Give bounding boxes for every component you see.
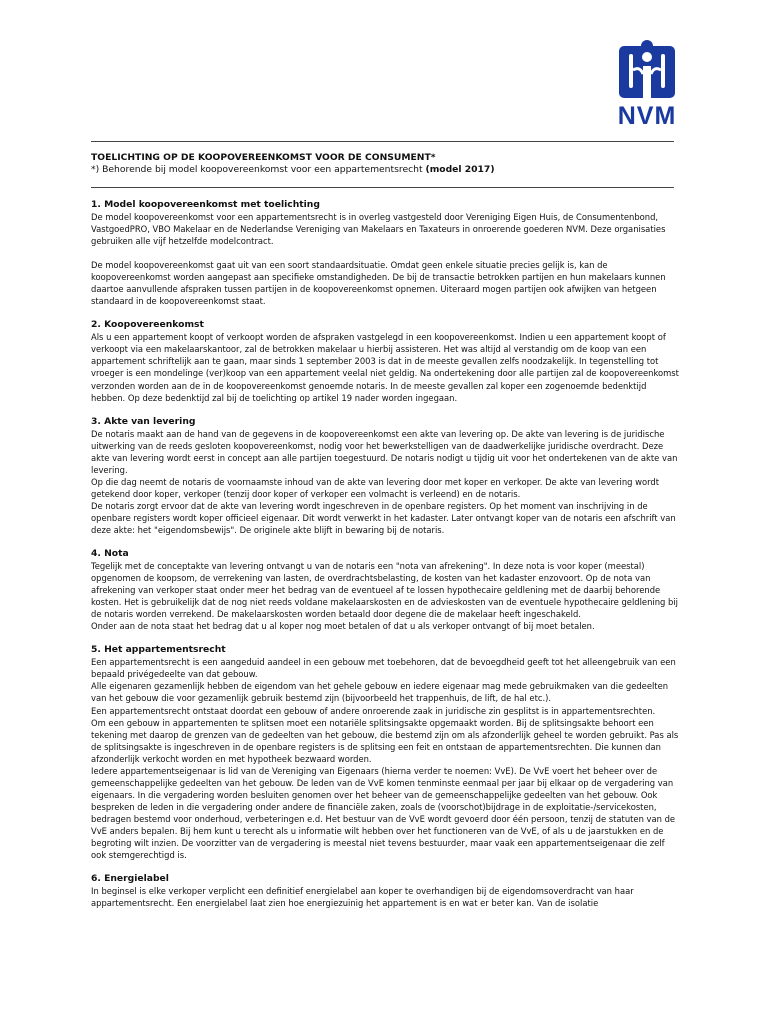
section-heading: 3. Akte van levering [91,415,196,427]
document-subtitle [91,164,681,176]
nvm-logo [607,40,687,130]
section-akte-van-levering [91,416,681,536]
section-heading: 1. Model koopovereenkomst met toelichting [91,199,320,210]
nvm-emblem-icon [607,40,687,102]
paragraph: Tegelijk met de conceptakte van levering ontvangt u van de notaris een "nota van afrekening". In deze nota is voor koper (meestal) opgenomen de koopsom, de verrekening van lasten, de overdrachtsbelasting, de kosten van het kadaster enzovoort. Op de nota van afrekening van verkoper staat onder meer het bedrag van de eventueel af te lossen hypothecaire geldlening met de daarbij behorende kosten. Het is gebruikelijk dat de nog niet reeds voldane makelaarskosten en de advieskosten van de eventuele hypothecaire geldlening bij de notaris worden verrekend. De makelaarskosten worden betaald door degene die de makelaar heeft ingeschakeld. [91,561,678,620]
paragraph: De notaris maakt aan de hand van de gegevens in de koopovereenkomst een akte van levering op. De akte van levering is de juridische uitwerking van de reeds gesloten koopovereenkomst, nodig voor het bewerkstelligen van de daadwerkelijke juridische overdracht. Deze akte van levering wordt eerst in concept aan alle partijen toegestuurd. De notaris nodigt u tijdig uit voor het ondertekenen van de akte van levering. [91,428,678,475]
subtitle-text: *) Behorende bij model koopovereenkomst voor een appartementsrecht [91,164,426,175]
paragraph: De notaris zorgt ervoor dat de akte van levering wordt ingeschreven in de openbare registers. Op het moment van inschrijving in de openbare registers wordt koper officieel eigenaar. Dit wordt verwerkt in het kadaster. Later ontvangt koper van de notaris een afschrift van deze akte: het "eigendomsbewijs". De originele akte blijft in bewaring bij de notaris. [91,500,676,535]
subtitle-model: (model 2017) [425,164,495,175]
paragraph: Onder aan de nota staat het bedrag dat u al koper nog moet betalen of dat u als verkoper ontvangt of bij moet betalen. [91,621,595,632]
paragraph: De model koopovereenkomst voor een appartementsrecht is in overleg vastgesteld door Vereniging Eigen Huis, de Consumentenbond, VastgoedPRO, VBO Makelaar en de Nederlandse Vereniging van Makelaars en Taxateurs in onroerende goederen NVM. Deze organisaties gebruiken alle vijf hetzelfde modelcontract. [91,212,666,247]
paragraph: Alle eigenaren gezamenlijk hebben de eigendom van het gehele gebouw en iedere eigenaar mag mede gebruikmaken van die gedeelten van het gebouw die voor gezamenlijk gebruik bestemd zijn (bijvoorbeeld het trappenhuis, de lift, de hal etc.). [91,681,669,704]
paragraph: Iedere appartementseigenaar is lid van de Vereniging van Eigenaars (hierna verder te noemen: VvE). De VvE voert het beheer over de gemeenschappelijke gedeelten van het gebouw. De leden van de VvE komen tenminste eenmaal per jaar bij elkaar op de vergadering van eigenaars. In die vergadering worden besluiten genomen over het beheer van de gemeenschappelijke gedeelten van het gebouw. Ook bespreken de leden in die vergadering onder andere de financiële zaken, zoals de (voorschot)bijdrage in de exploitatie-/servicekosten, bedragen bestemd voor onderhoud, verbeteringen e.d. Het bestuur van de VvE wordt gevoerd door één persoon, tenzij de statuten van de VvE anders bepalen. Bij hem kunt u terecht als u informatie wilt hebben over het functioneren van de VvE, of als u de jaarstukken en de begroting wilt inzien. De voorzitter van de vergadering is meestal niet tevens bestuurder, maar vaak een appartementseigenaar die zelf ook stemgerechtigd is. [91,765,676,861]
paragraph: Om een gebouw in appartementen te splitsen moet een notariële splitsingsakte opgemaakt worden. Bij de splitsingsakte behoort een tekening met daarop de grenzen van de gedeelten van het gebouw, die bestemd zijn om als afzonderlijk geheel te worden gebruikt. Pas als de splitsingsakte is ingeschreven in de openbare registers is de splitsing een feit en ontstaan de appartementsrechten. Die kunnen dan afzonderlijk verkocht worden en met hypotheek bezwaard worden. [91,717,679,764]
document-body [91,152,681,909]
document-title: TOELICHTING OP DE KOOPOVEREENKOMST VOOR DE CONSUMENT* [91,152,436,163]
paragraph: De model koopovereenkomst gaat uit van een soort standaardsituatie. Omdat geen enkele situatie precies gelijk is, kan de koopovereenkomst worden aangepast aan specifieke omstandigheden. De bij de transactie betrokken partijen en hun makelaars kunnen daartoe aanvullende afspraken tussen partijen in de koopovereenkomst opnemen. Uiteraard mogen partijen ook afwijken van hetgeen standaard in de koopovereenkomst staat. [91,260,666,307]
section-nota [91,548,681,632]
section-energielabel [91,873,681,909]
section-koopovereenkomst [91,319,681,403]
paragraph: In beginsel is elke verkoper verplicht een definitief energielabel aan koper te overhandigen bij de eigendomsoverdracht van haar appartementsrecht. Een energielabel laat zien hoe energiezuinig het appartement is en wat er beter kan. Van de isolatie [91,886,634,909]
paragraph: Als u een appartement koopt of verkoopt worden de afspraken vastgelegd in een koopovereenkomst. Indien u een appartement koopt of verkoopt via een makelaarskantoor, zal de betrokken makelaar u hierbij assisteren. Het was altijd al verstandig om de koop van een appartement schriftelijk aan te gaan, maar sinds 1 september 2003 is dat in de meeste gevallen zelfs noodzakelijk. In tegenstelling tot vroeger is een mondelinge (ver)koop van een appartement veelal niet geldig. Na ondertekening door alle partijen zal de koopovereenkomst verzonden worden aan de in de koopovereenkomst genoemde notaris. In de meeste gevallen zal koper een zogenoemde bedenktijd hebben. Op deze bedenktijd zal bij de toelichting op artikel 19 nader worden ingegaan. [91,332,679,403]
section-model-koopovereenkomst [91,199,681,307]
section-heading: 6. Energielabel [91,873,169,885]
paragraph: Een appartementsrecht is een aangeduid aandeel in een gebouw met toebehoren, dat de bevoegdheid geeft tot het alleengebruik van een bepaald privégedeelte van dat gebouw. [91,657,676,680]
paragraph: Op die dag neemt de notaris de voornaamste inhoud van de akte van levering door met koper en verkoper. De akte van levering wordt getekend door koper, verkoper (tenzij door koper of verkoper een volmacht is verleend) en de notaris. [91,476,660,499]
section-heading: 2. Koopovereenkomst [91,319,204,331]
paragraph: Een appartementsrecht ontstaat doordat een gebouw of andere onroerende zaak in juridische zin gesplitst is in appartementsrechten. [91,705,656,716]
section-heading: 4. Nota [91,548,129,560]
section-appartementsrecht [91,644,681,861]
logo-text: NVM [617,102,677,130]
top-divider [91,141,674,142]
section-heading: 5. Het appartementsrecht [91,644,226,656]
